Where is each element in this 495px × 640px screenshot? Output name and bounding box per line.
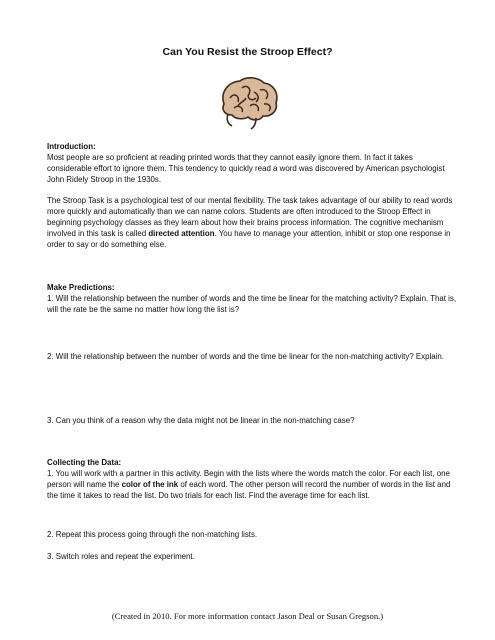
footer-note: (Created in 2010. For more information contact Jason Deal or Susan Gregson.) <box>111 611 384 621</box>
collecting-step-1 <box>47 468 459 501</box>
prediction-question-3 <box>47 415 459 426</box>
step-text: 1. You will work with a partner in this activity. Begin with the lists where the words match the color. For each list, one person will name the <box>47 469 450 489</box>
paragraph-text: . You have to manage your attention, inhibit or stop one response in order to say or do something else. <box>47 229 451 249</box>
introduction-paragraph-1: Most people are so proficient at reading printed words that they cannot easily ignore them. In fact it takes considerable effort to ignore them. This tendency to quickly read a word was discovered by American psychologist John Ridely Stroop in the 1930s. <box>47 153 445 184</box>
introduction-heading: Introduction: <box>47 142 96 151</box>
brain-icon <box>216 74 280 132</box>
collecting-step-3-text: 3. Switch roles and repeat the experiment. <box>47 552 195 561</box>
collecting-step-3 <box>47 551 459 562</box>
prediction-question-2-text: 2. Will the relationship between the number of words and the time be linear for the non-matching activity? Explain. <box>47 352 444 361</box>
step-text: of each word. The other person will record the number of words in the list and the time it takes to read the list. Do two trials for each list. Find the average time for each list. <box>47 480 451 500</box>
predictions-section <box>47 282 459 315</box>
color-of-ink-term: color of the ink <box>121 480 179 489</box>
directed-attention-term: directed attention <box>148 229 215 238</box>
page-title: Can You Resist the Stroop Effect? <box>162 46 333 58</box>
collecting-heading: Collecting the Data: <box>47 458 122 467</box>
collecting-step-2-text: 2. Repeat this process going through the non-matching lists. <box>47 530 258 539</box>
collecting-step-2 <box>47 529 459 540</box>
introduction-section <box>47 141 459 185</box>
prediction-question-1: 1. Will the relationship between the number of words and the time be linear for the matching activity? Explain. That is, will the rate be the same no matter how long the list is? <box>47 294 457 314</box>
predictions-heading: Make Predictions: <box>47 283 115 292</box>
introduction-paragraph-2 <box>47 195 459 250</box>
collecting-section <box>47 457 459 501</box>
paragraph-text: The Stroop Task is a psychological test of our mental flexibility. The task takes advantage of our ability to read words more quickly and automatically than we can name colors. Students are often introduced to the Stroop Effect in beginning psychology classes as they learn about how their brains process information. The cognitive mechanism involved in this task is called <box>47 196 453 238</box>
prediction-question-3-text: 3. Can you think of a reason why the data might not be linear in the non-matching case? <box>47 416 355 425</box>
prediction-question-2 <box>47 351 459 362</box>
